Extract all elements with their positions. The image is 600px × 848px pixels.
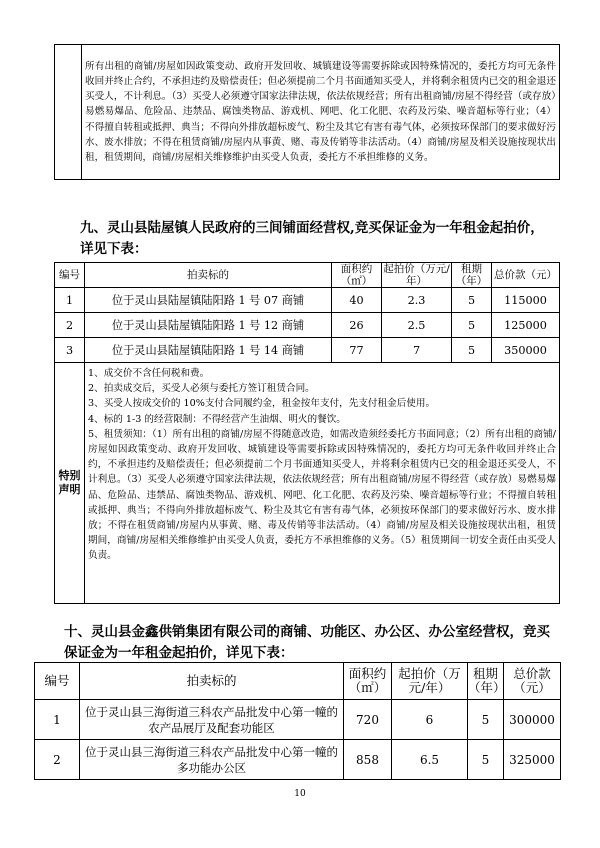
table-row	[35, 700, 561, 740]
note-item: 3、买受人按成交价的 10%支付合同履约金，租金按年支付，先支付租金后使用。	[88, 398, 436, 410]
row-term: 5	[468, 740, 504, 780]
row-total: 125000	[492, 313, 560, 338]
notes-label-cell	[55, 363, 85, 604]
row-total: 325000	[504, 740, 561, 780]
note-item: 1、成交价不含任何税和费。	[88, 368, 210, 379]
row-no: 1	[35, 700, 80, 740]
col-header-item: 拍卖标的	[85, 263, 332, 288]
row-price: 7	[382, 338, 452, 363]
col-header-no: 编号	[55, 263, 85, 288]
row-total: 115000	[492, 288, 560, 313]
row-area: 720	[344, 700, 392, 740]
row-term: 5	[452, 313, 492, 338]
note-item: 2、拍卖成交后，买受人必须与委托方签订租赁合同。	[88, 383, 315, 395]
col-header-term: 租期（年）	[468, 663, 504, 700]
row-item: 位于灵山县陆屋镇陆阳路 1 号 14 商铺	[85, 338, 332, 363]
row-term: 5	[452, 288, 492, 313]
row-term: 5	[468, 700, 504, 740]
row-total: 300000	[504, 700, 561, 740]
notes-label: 特别声明	[58, 469, 81, 496]
table-row	[55, 288, 560, 313]
row-price: 6	[392, 700, 468, 740]
row-area: 77	[332, 338, 382, 363]
col-header-term: 租期（年）	[452, 263, 492, 288]
col-header-price: 起拍价（万元/年）	[383, 263, 450, 287]
col-header-no: 编号	[35, 663, 80, 700]
col-header-item: 拍卖标的	[80, 663, 344, 700]
table-header-row	[35, 663, 561, 700]
row-no: 2	[55, 313, 85, 338]
col-header-area: 面积约（㎡）	[344, 663, 392, 700]
col-header-total: 总价款（元）	[504, 663, 561, 700]
section10-table	[34, 662, 561, 780]
table-row	[55, 313, 560, 338]
continuation-table	[54, 44, 560, 180]
row-term: 5	[452, 338, 492, 363]
row-area: 858	[344, 740, 392, 780]
notes-cell	[85, 363, 560, 604]
row-no: 3	[55, 338, 85, 363]
notes-row	[55, 363, 560, 604]
row-area: 40	[332, 288, 382, 313]
section9-table	[54, 262, 560, 604]
row-item: 位于灵山县陆屋镇陆阳路 1 号 07 商铺	[85, 288, 332, 313]
row-no: 1	[55, 288, 85, 313]
blank-label-cell	[55, 45, 82, 180]
note-item: 4、标的 1-3 的经营限制：不得经营产生油烟、明火的餐饮。	[88, 413, 346, 425]
note-item: 5、租赁须知：（1）所有出租的商铺/房屋不得随意改造，如需改造须经委托方书面同意；（2）所有出租的商铺/房屋如因政策变动、政府开发回收、城镇建设等需要拆除或因特殊情况的，委托方均可无条件收回并终止合约，不承担违约及赔偿责任；但必须提前二个月书面通知买受人，并将剩余租赁内已交的租金退还买受人，不计利息。（3）买受人必须遵守国家法律法规，依法依规经营；所有出租商铺/房屋不得经营（或存放）易燃易爆品、危险品、违禁品、腐蚀类物品、游戏机、网吧、化工化肥、农药及污染、噪音超标等行业；不得擅自转租或抵押、典当；不得向外排放超标废气、粉尘及其它有害有毒气体，必须按环保部门的要求做好污水、废水排放；不得在租赁商铺/房屋内从事黄、赌、毒及传销等非法活动。（4）商铺/房屋及相关设施按现状出租，租赁期间，商铺/房屋相关维修维护由买受人负责，委托方不承担维修的义务。（5）租赁期间一切安全责任由买受人负责。	[88, 428, 556, 562]
row-total: 350000	[492, 338, 560, 363]
row-item: 位于灵山县三海街道三科农产品批发中心第一幢的农产品展厅及配套功能区	[80, 700, 344, 740]
row-price: 2.5	[382, 313, 452, 338]
table-row	[55, 338, 560, 363]
page-number: 10	[294, 789, 306, 799]
section10-heading: 十、灵山县金鑫供销集团有限公司的商铺、功能区、办公区、办公室经营权，竞买保证金为一年租金起拍价，详见下表：	[64, 624, 550, 661]
col-header-area: 面积约（㎡）	[332, 263, 382, 288]
continuation-text: 所有出租的商铺/房屋如因政策变动、政府开发回收、城镇建设等需要拆除或因特殊情况的，委托方均可无条件收回并终止合约，不承担违约及赔偿责任；但必须提前二个月书面通知买受人，并将剩余租赁内已交的租金退还买受人，不计利息。（3）买受人必须遵守国家法律法规，依法依规经营；所有出租商铺/房屋不得经营（或存放）易燃易爆品、危险品、违禁品、腐蚀类物品、游戏机、网吧、化工化肥、农药及污染、噪音超标等行业；（4）不得擅自转租或抵押、典当；不得向外排放超标废气、粉尘及其它有害有毒气体，必须按环保部门的要求做好污水、废水排放；不得在租赁商铺/房屋内从事黄、赌、毒及传销等非法活动。（4）商铺/房屋及相关设施按现状出租，租赁期间，商铺/房屋相关维修维护由买受人负责，委托方不承担维修的义务。	[85, 60, 556, 163]
table-header-row	[55, 263, 560, 288]
row-price: 6.5	[392, 740, 468, 780]
row-item: 位于灵山县陆屋镇陆阳路 1 号 12 商铺	[85, 313, 332, 338]
continuation-text-cell	[82, 45, 560, 180]
table-row	[35, 740, 561, 780]
row-no: 2	[35, 740, 80, 780]
row-area: 26	[332, 313, 382, 338]
col-header-total: 总价款（元）	[492, 263, 560, 288]
row-item: 位于灵山县三海街道三科农产品批发中心第一幢的多功能办公区	[80, 740, 344, 780]
section9-heading: 九、灵山县陆屋镇人民政府的三间铺面经营权,竞买保证金为一年租金起拍价，详见下表：	[80, 220, 544, 257]
col-header-price: 起拍价（万元/年）	[392, 663, 468, 700]
row-price: 2.3	[382, 288, 452, 313]
